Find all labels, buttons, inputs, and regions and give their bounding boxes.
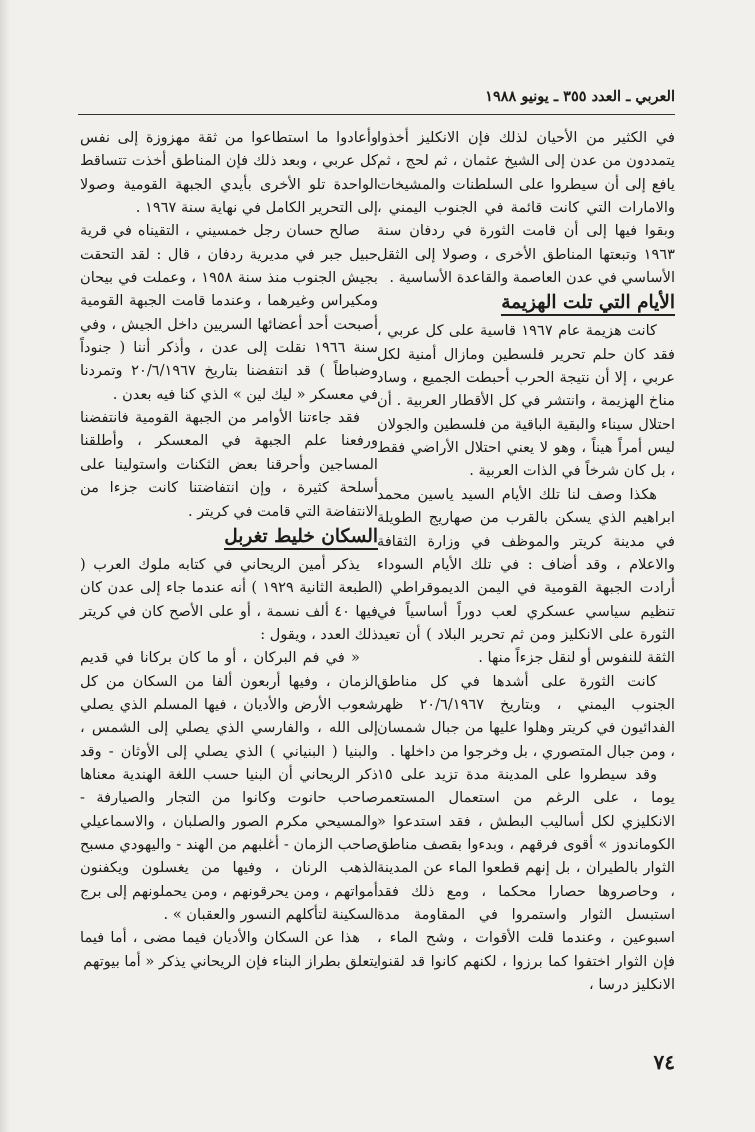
paragraph: كانت هزيمة عام ١٩٦٧ قاسية على كل عربي ، فقد كان حلم تحرير فلسطين ومازال أمنية لكل عربي ، إلا أن نتيجة الحرب أحبطت الجميع ، وساد مناخ الهزيمة ، وانتشر في كل الأقطار العربية . أن احتلال سيناء والبقية الباقية من فلسطين والجولان ليس أمراً هيناً ، وهو لا يعني احتلال الأراضي فقط ، بل كان شرخاً في الذات العربية . bbox=[377, 322, 675, 480]
page-number: ٧٤ bbox=[653, 1050, 675, 1074]
left-column bbox=[80, 126, 378, 973]
right-column bbox=[377, 126, 675, 996]
header-rule bbox=[78, 114, 675, 115]
paragraph: وقد سيطروا على المدينة مدة تزيد على ١٥ يوما ، على الرغم من استعمال المستعمر الانكليزي لكل أساليب البطش ، فقد استدعوا « الكوماندوز » أقوى فرقهم ، وبدءوا بقصف مناطق الثوار بالطيران ، بل إنهم قطعوا الماء عن المدينة ، وحاصروها حصارا محكما ، ومع ذلك فقد استبسل الثوار واستمروا في المقاومة مدة اسبوعين ، وعندما قلت الأقوات ، وشح الماء ، فإن الثوار اختفوا كما برزوا ، لكنهم كانوا قد لقنوا الانكليز درسا ، bbox=[377, 765, 675, 994]
paragraph: هكذا وصف لنا تلك الأيام السيد ياسين محمد ابراهيم الذي يسكن بالقرب من صهاريج الطويلة في مدينة كريتر والموظف في وزارة الثقافة والاعلام ، وقد أضاف : في تلك الأيام السوداء أرادت الجبهة القومية في اليمن الديموقراطي ( تنظيم سياسي عسكري لعب دوراً أساسياً في الثورة على الانكليز ومن ثم تحرير البلاد ) أن تعيد الثقة للنفوس أو لنقل جزءاً منها . bbox=[377, 485, 675, 667]
section-heading bbox=[377, 291, 675, 315]
paragraph: « في فم البركان ، أو ما كان بركانا في قديم الزمان ، وفيها أربعون ألفا من السكان من كل شعوب الأرض والأديان ، فيها المسلم الذي يصلي إلى الله ، والفارسي الذي يصلي إلى الشمس ، والبنيا ( البنياني ) الذي يصلي إلى الأوثان - وقد ذكر الريحاني أن البنيا حسب اللغة الهندية معناها صاحب حانوت وكانوا من التجار والصيارفة - والمسيحي مكرم الصور والصلبان ، والاسماعيلي صاحب الزمان - أغلبهم من الهند - واليهودي مسبح الذهب الرنان ، وفيها من يغسلون ويكفنون أمواتهم ، ومن يحرقونهم ، ومن يحملونهم إلى برج السكينة لتأكلهم النسور والعقبان » . bbox=[80, 649, 378, 923]
paragraph: كانت الثورة على أشدها في كل مناطق الجنوب اليمني ، وبتاريخ ٢٠/٦/١٩٦٧ ظهر الفدائيون في كريتر وهلوا عليها من جبال شمسان ، ومن جبال المتصوري ، بل وخرجوا من داخلها . bbox=[377, 672, 675, 760]
paragraph: هذا عن السكان والأديان فيما مضى ، أما فيما يتعلق بطراز البناء فإن الريحاني يذكر « أما بيوتهم bbox=[80, 929, 378, 970]
paragraph: يذكر أمين الريحاني في كتابه ملوك العرب ( الطبعة الثانية ١٩٢٩ ) أنه عندما جاء إلى عدن كان فيها ٤٠ ألف نسمة ، أو على الأصح كان في كريتر ذلك العدد ، ويقول : bbox=[80, 555, 378, 643]
section-heading bbox=[80, 525, 378, 549]
section-heading-text: الأيام التي تلت الهزيمة bbox=[501, 292, 675, 316]
paragraph: فقد جاءتنا الأوامر من الجبهة القومية فانتفضنا ورفعنا علم الجبهة في المعسكر ، وأطلقنا المساجين وأحرقنا بعض الثكنات واستولينا على أسلحة كثيرة ، وإن انتفاضتنا كانت جزءا من الانتفاضة التي قامت في كريتر . bbox=[80, 409, 378, 520]
paragraph: وأعادوا ما استطاعوا من ثقة مهزوزة إلى نفس كل عربي ، وبعد ذلك فإن المناطق أخذت تتساقط الواحدة تلو الأخرى بأيدي الجبهة القومية وصولا إلى التحرير الكامل في نهاية سنة ١٩٦٧ . bbox=[80, 129, 378, 217]
section-heading-text: السكان خليط تغربل bbox=[224, 526, 378, 550]
paragraph: في الكثير من الأحيان لذلك فإن الانكليز أخذوا يتمددون من عدن إلى الشيخ عثمان ، ثم لحج ، ثم يافع إلى أن سيطروا على السلطنات والمشيخات والامارات التي كانت قائمة في الجنوب اليمني ، وبقوا فيها إلى أن قامت الثورة في ردفان سنة ١٩٦٣ وتبعتها المناطق الأخرى ، وصولا إلى الثقل الأساسي في عدن العاصمة والقاعدة الأساسية . bbox=[377, 129, 675, 287]
running-header: العربي ـ العدد ٣٥٥ ـ يونيو ١٩٨٨ bbox=[485, 88, 675, 105]
page-edge-shadow bbox=[0, 0, 10, 1132]
paragraph: صالح حسان رجل خمسيني ، التقيناه في قرية حبيل جبر في مديرية ردفان ، قال : لقد التحقت بجيش الجنوب منذ سنة ١٩٥٨ ، وعملت في بيحان ومكيراس وغيرهما ، وعندما قامت الجبهة القومية أصبحت أحد أعضائها السريين داخل الجيش ، وفي سنة ١٩٦٦ نقلت إلى عدن ، وأذكر أننا ( جنوداً وضباطاً ) قد انتفضنا بتاريخ ٢٠/٦/١٩٦٧ وتمردنا في معسكر « ليك لين » الذي كنا فيه بعدن . bbox=[80, 222, 378, 403]
